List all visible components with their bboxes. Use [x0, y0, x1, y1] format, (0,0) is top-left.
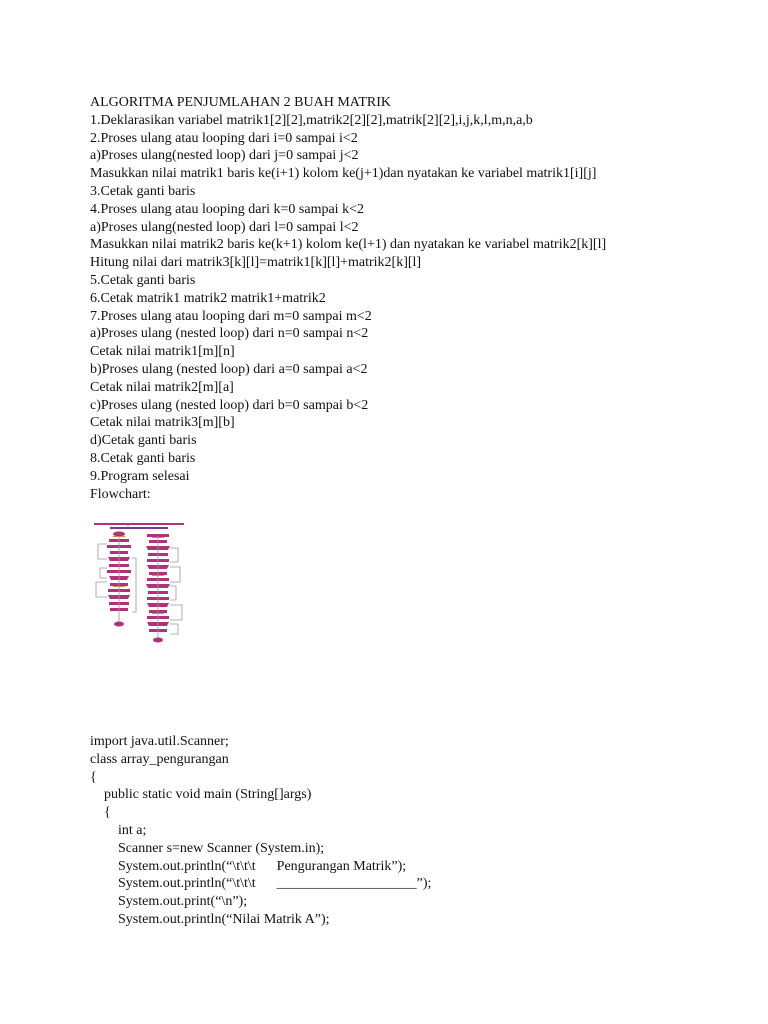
code-line: System.out.print(“\n”);: [90, 894, 248, 910]
algorithm-text: [90, 94, 750, 503]
code-line: class array_pengurangan: [90, 751, 229, 767]
algorithm-step: Hitung nilai dari matrik3[k][l]=matrik1[k][l]+matrik2[k][l]: [90, 255, 422, 271]
algorithm-step: c)Proses ulang (nested loop) dari b=0 sampai b<2: [90, 397, 369, 413]
algorithm-step: 4.Proses ulang atau looping dari k=0 sampai k<2: [90, 201, 364, 217]
algorithm-step: b)Proses ulang (nested loop) dari a=0 sampai a<2: [90, 361, 368, 377]
algorithm-step: 7.Proses ulang atau looping dari m=0 sampai m<2: [90, 308, 372, 324]
algorithm-step: 2.Proses ulang atau looping dari i=0 sampai i<2: [90, 130, 358, 146]
algorithm-step: 3.Cetak ganti baris: [90, 183, 196, 199]
algorithm-step: 5.Cetak ganti baris: [90, 272, 196, 288]
code-line: System.out.println(“Nilai Matrik A”);: [90, 911, 330, 927]
algorithm-step: 9.Program selesai: [90, 468, 190, 484]
code-line: import java.util.Scanner;: [90, 734, 229, 749]
algorithm-step: Cetak nilai matrik1[m][n]: [90, 344, 235, 360]
algorithm-step: 6.Cetak matrik1 matrik2 matrik1+matrik2: [90, 290, 326, 306]
code-line: public static void main (String[]args): [90, 787, 312, 803]
flowchart-image: [92, 522, 186, 646]
flowchart-heading: Flowchart:: [90, 486, 151, 502]
code-line: Scanner s=new Scanner (System.in);: [90, 840, 325, 856]
algorithm-step: 1.Deklarasikan variabel matrik1[2][2],matrik2[2][2],matrik[2][2],i,j,k,l,m,n,a,b: [90, 112, 533, 128]
java-code: [90, 733, 750, 929]
code-line: System.out.println(“\t\t\t ____________________”);: [90, 876, 432, 892]
code-line: {: [90, 805, 111, 821]
algorithm-step: a)Proses ulang (nested loop) dari n=0 sampai n<2: [90, 326, 369, 342]
algorithm-step: d)Cetak ganti baris: [90, 433, 197, 449]
algorithm-step: 8.Cetak ganti baris: [90, 450, 196, 466]
code-line: int a;: [90, 822, 147, 838]
algorithm-step: Masukkan nilai matrik2 baris ke(k+1) kolom ke(l+1) dan nyatakan ke variabel matrik2[k][l]: [90, 237, 607, 253]
code-line: {: [90, 769, 97, 785]
algorithm-step: a)Proses ulang(nested loop) dari l=0 sampai l<2: [90, 219, 359, 235]
algorithm-title: ALGORITMA PENJUMLAHAN 2 BUAH MATRIK: [90, 95, 392, 110]
code-line: System.out.println(“\t\t\t Pengurangan Matrik”);: [90, 858, 407, 874]
algorithm-step: Cetak nilai matrik3[m][b]: [90, 415, 235, 431]
algorithm-step: Masukkan nilai matrik1 baris ke(i+1) kolom ke(j+1)dan nyatakan ke variabel matrik1[i][j]: [90, 166, 597, 182]
algorithm-step: Cetak nilai matrik2[m][a]: [90, 379, 234, 395]
algorithm-step: a)Proses ulang(nested loop) dari j=0 sampai j<2: [90, 148, 359, 164]
